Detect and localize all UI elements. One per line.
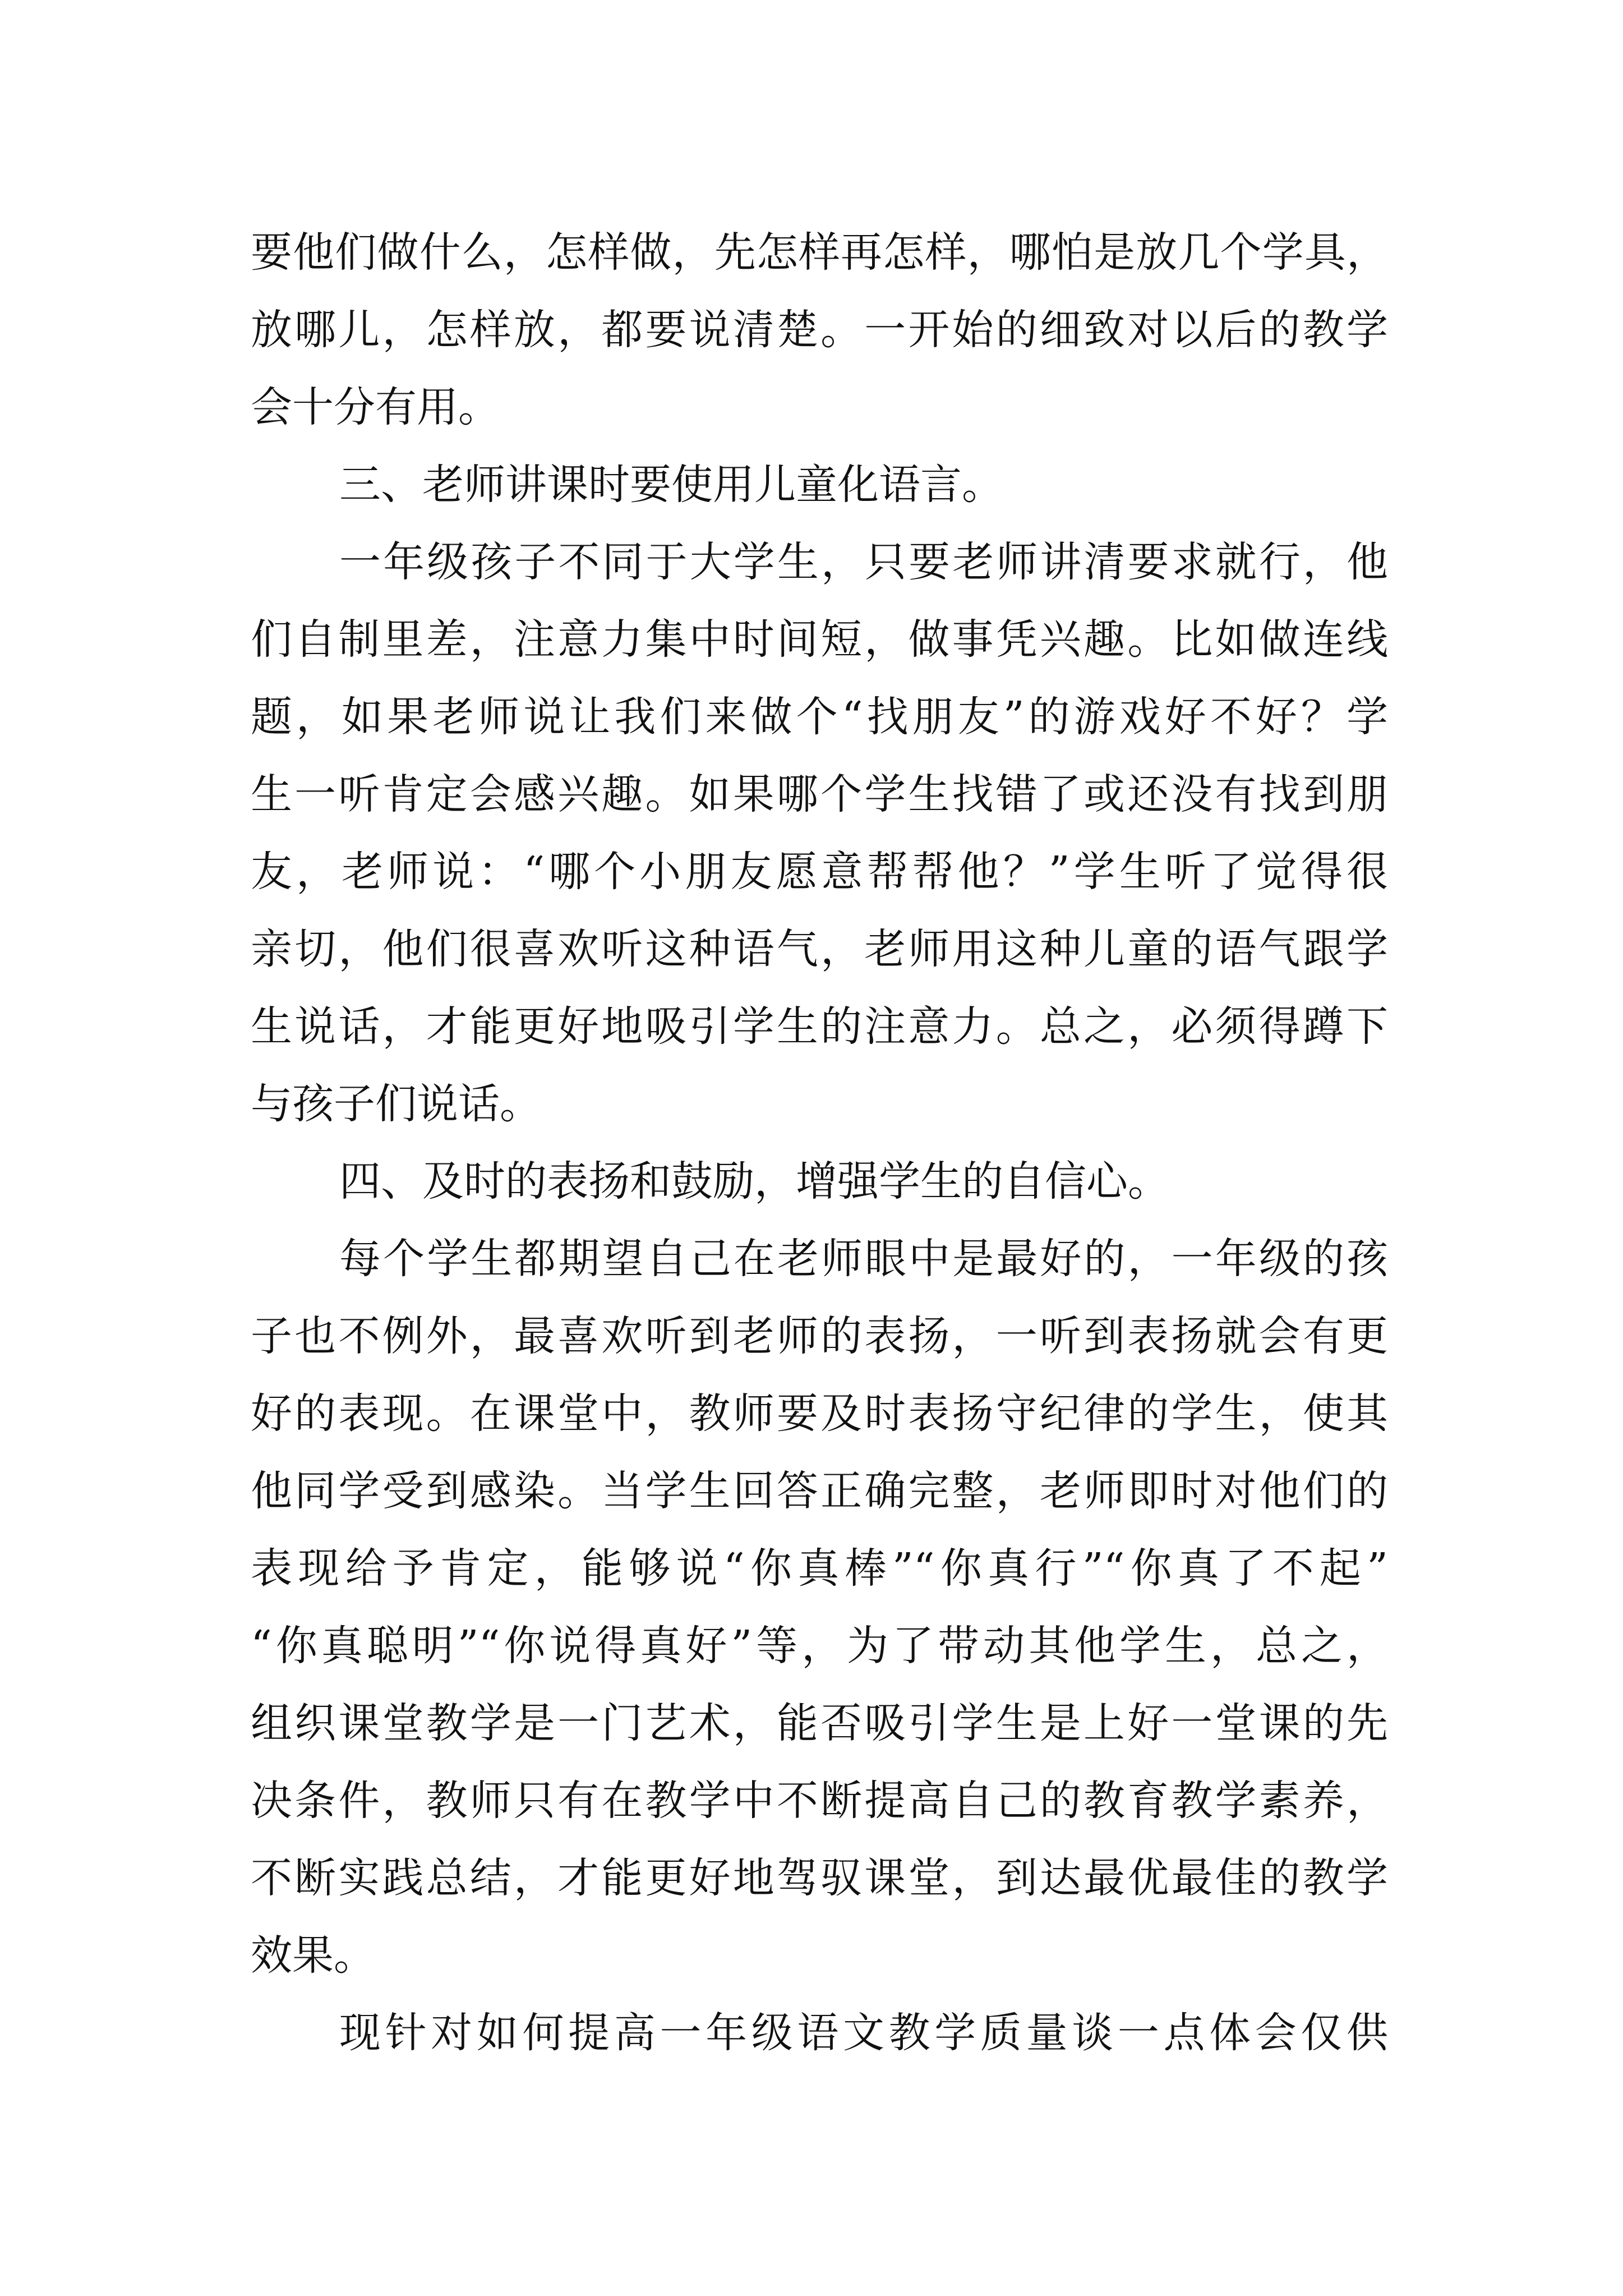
paragraph-line: 现针对如何提高一年级语文教学质量谈一点体会仅供 (339, 2009, 1388, 2057)
paragraph-line: 子也不例外，最喜欢听到老师的表扬，一听到表扬就会有更 (251, 1312, 1388, 1360)
body-text (251, 214, 1388, 2072)
paragraph-line: 效果。 (251, 1931, 375, 1980)
paragraph-line: 会十分有用。 (251, 383, 500, 431)
paragraph-line: 好的表现。在课堂中，教师要及时表扬守纪律的学生，使其 (251, 1389, 1388, 1438)
paragraph-line: 放哪儿，怎样放，都要说清楚。一开始的细致对以后的教学 (251, 306, 1388, 354)
section-heading (251, 446, 1388, 523)
paragraph-line: “你真聪明”“你说得真好”等，为了带动其他学生，总之， (251, 1622, 1388, 1670)
paragraph-line: 生一听肯定会感兴趣。如果哪个学生找错了或还没有找到朋 (251, 770, 1388, 818)
paragraph (251, 1220, 1388, 1994)
paragraph-line: 每个学生都期望自己在老师眼中是最好的，一年级的孩 (339, 1235, 1388, 1283)
paragraph-line: 生说话，才能更好地吸引学生的注意力。总之，必须得蹲下 (251, 1002, 1388, 1051)
paragraph-line: 题，如果老师说让我们来做个“找朋友”的游戏好不好？学 (251, 693, 1388, 741)
paragraph-line: 要他们做什么，怎样做，先怎样再怎样，哪怕是放几个学具， (251, 228, 1388, 277)
section-heading-line: 三、老师讲课时要使用儿童化语言。 (339, 461, 1003, 509)
paragraph (251, 214, 1388, 446)
paragraph-line: 表现给予肯定，能够说“你真棒”“你真行”“你真了不起” (251, 1544, 1388, 1593)
paragraph-line: 友，老师说：“哪个小朋友愿意帮帮他？”学生听了觉得很 (251, 848, 1388, 896)
paragraph-line: 与孩子们说话。 (251, 1080, 541, 1128)
paragraph-line: 不断实践总结，才能更好地驾驭课堂，到达最优最佳的教学 (251, 1854, 1388, 1902)
paragraph (251, 1994, 1388, 2072)
section-heading (251, 1143, 1388, 1220)
paragraph-line: 组织课堂教学是一门艺术，能否吸引学生是上好一堂课的先 (251, 1699, 1388, 1747)
section-heading-line: 四、及时的表扬和鼓励，增强学生的自信心。 (339, 1157, 1169, 1205)
paragraph-line: 们自制里差，注意力集中时间短，做事凭兴趣。比如做连线 (251, 615, 1388, 664)
paragraph (251, 523, 1388, 1143)
paragraph-line: 决条件，教师只有在教学中不断提高自己的教育教学素养， (251, 1777, 1388, 1825)
paragraph-line: 亲切，他们很喜欢听这种语气，老师用这种儿童的语气跟学 (251, 925, 1388, 973)
paragraph-line: 他同学受到感染。当学生回答正确完整，老师即时对他们的 (251, 1467, 1388, 1515)
paragraph-line: 一年级孩子不同于大学生，只要老师讲清要求就行，他 (339, 538, 1388, 586)
